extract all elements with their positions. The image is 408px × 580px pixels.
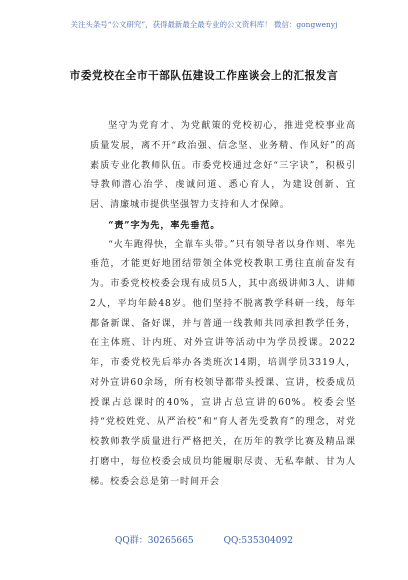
intro-paragraph: 坚守为党育才、为党献策的党校初心，推进党校事业高质量发展，离不开“政治强、信念坚、业务精、作风好”的高素质专业化教师队伍。市委党校通过念好“三字诀”，积极引导教师潜心治学、虔诚问道、悉心育人，为建设创新、宜居、清廉城市提供坚强智力支持和人才保障。 bbox=[90, 121, 356, 210]
document-title: 市委党校在全市干部队伍建设工作座谈会上的汇报发言 bbox=[69, 70, 339, 82]
body-paragraph: “火车跑得快，全靠车头带。”只有领导者以身作则、率先垂范，才能更好地团结带领全体党校教职工勇往直前奋发有为。市委党校校委会现有成员5人，其中高级讲师3人、讲师2人，平均年龄48岁。他们坚持不脱离教学科研一线，每年都备新课、备好课，并与普通一线教师共同承担教学任务，在主体班、计内班、对外宣讲等活动中为学员授课。2022年，市委党校先后举办各类班次14期，培训学员3319人，对外宣讲60余场，所有校领导都带头授课、宣讲，校委成员授课占总课时的40%，宣讲占总宣讲的60%。校委会坚持“党校姓党、从严治校”和“育人者先受教育”的理念，对党校教师教学质量进行严格把关，在历年的教学比赛及精品课打磨中，每位校委会成员均能履职尽责、无私奉献、甘为人梯。校委会总是第一时间开会 bbox=[90, 239, 356, 487]
qq-group-number: QQ群：30265665 bbox=[115, 536, 194, 546]
document-body bbox=[90, 117, 356, 492]
header-promo-note: 关注头条号“公文研究”，获得最新最全最专业的公文资料库！ 微信：gongwenyj bbox=[70, 20, 338, 29]
footer-contact bbox=[0, 535, 408, 547]
section-heading: “责”字为先，率先垂范。 bbox=[108, 219, 221, 231]
qq-contact-number: QQ:535304092 bbox=[223, 536, 293, 546]
